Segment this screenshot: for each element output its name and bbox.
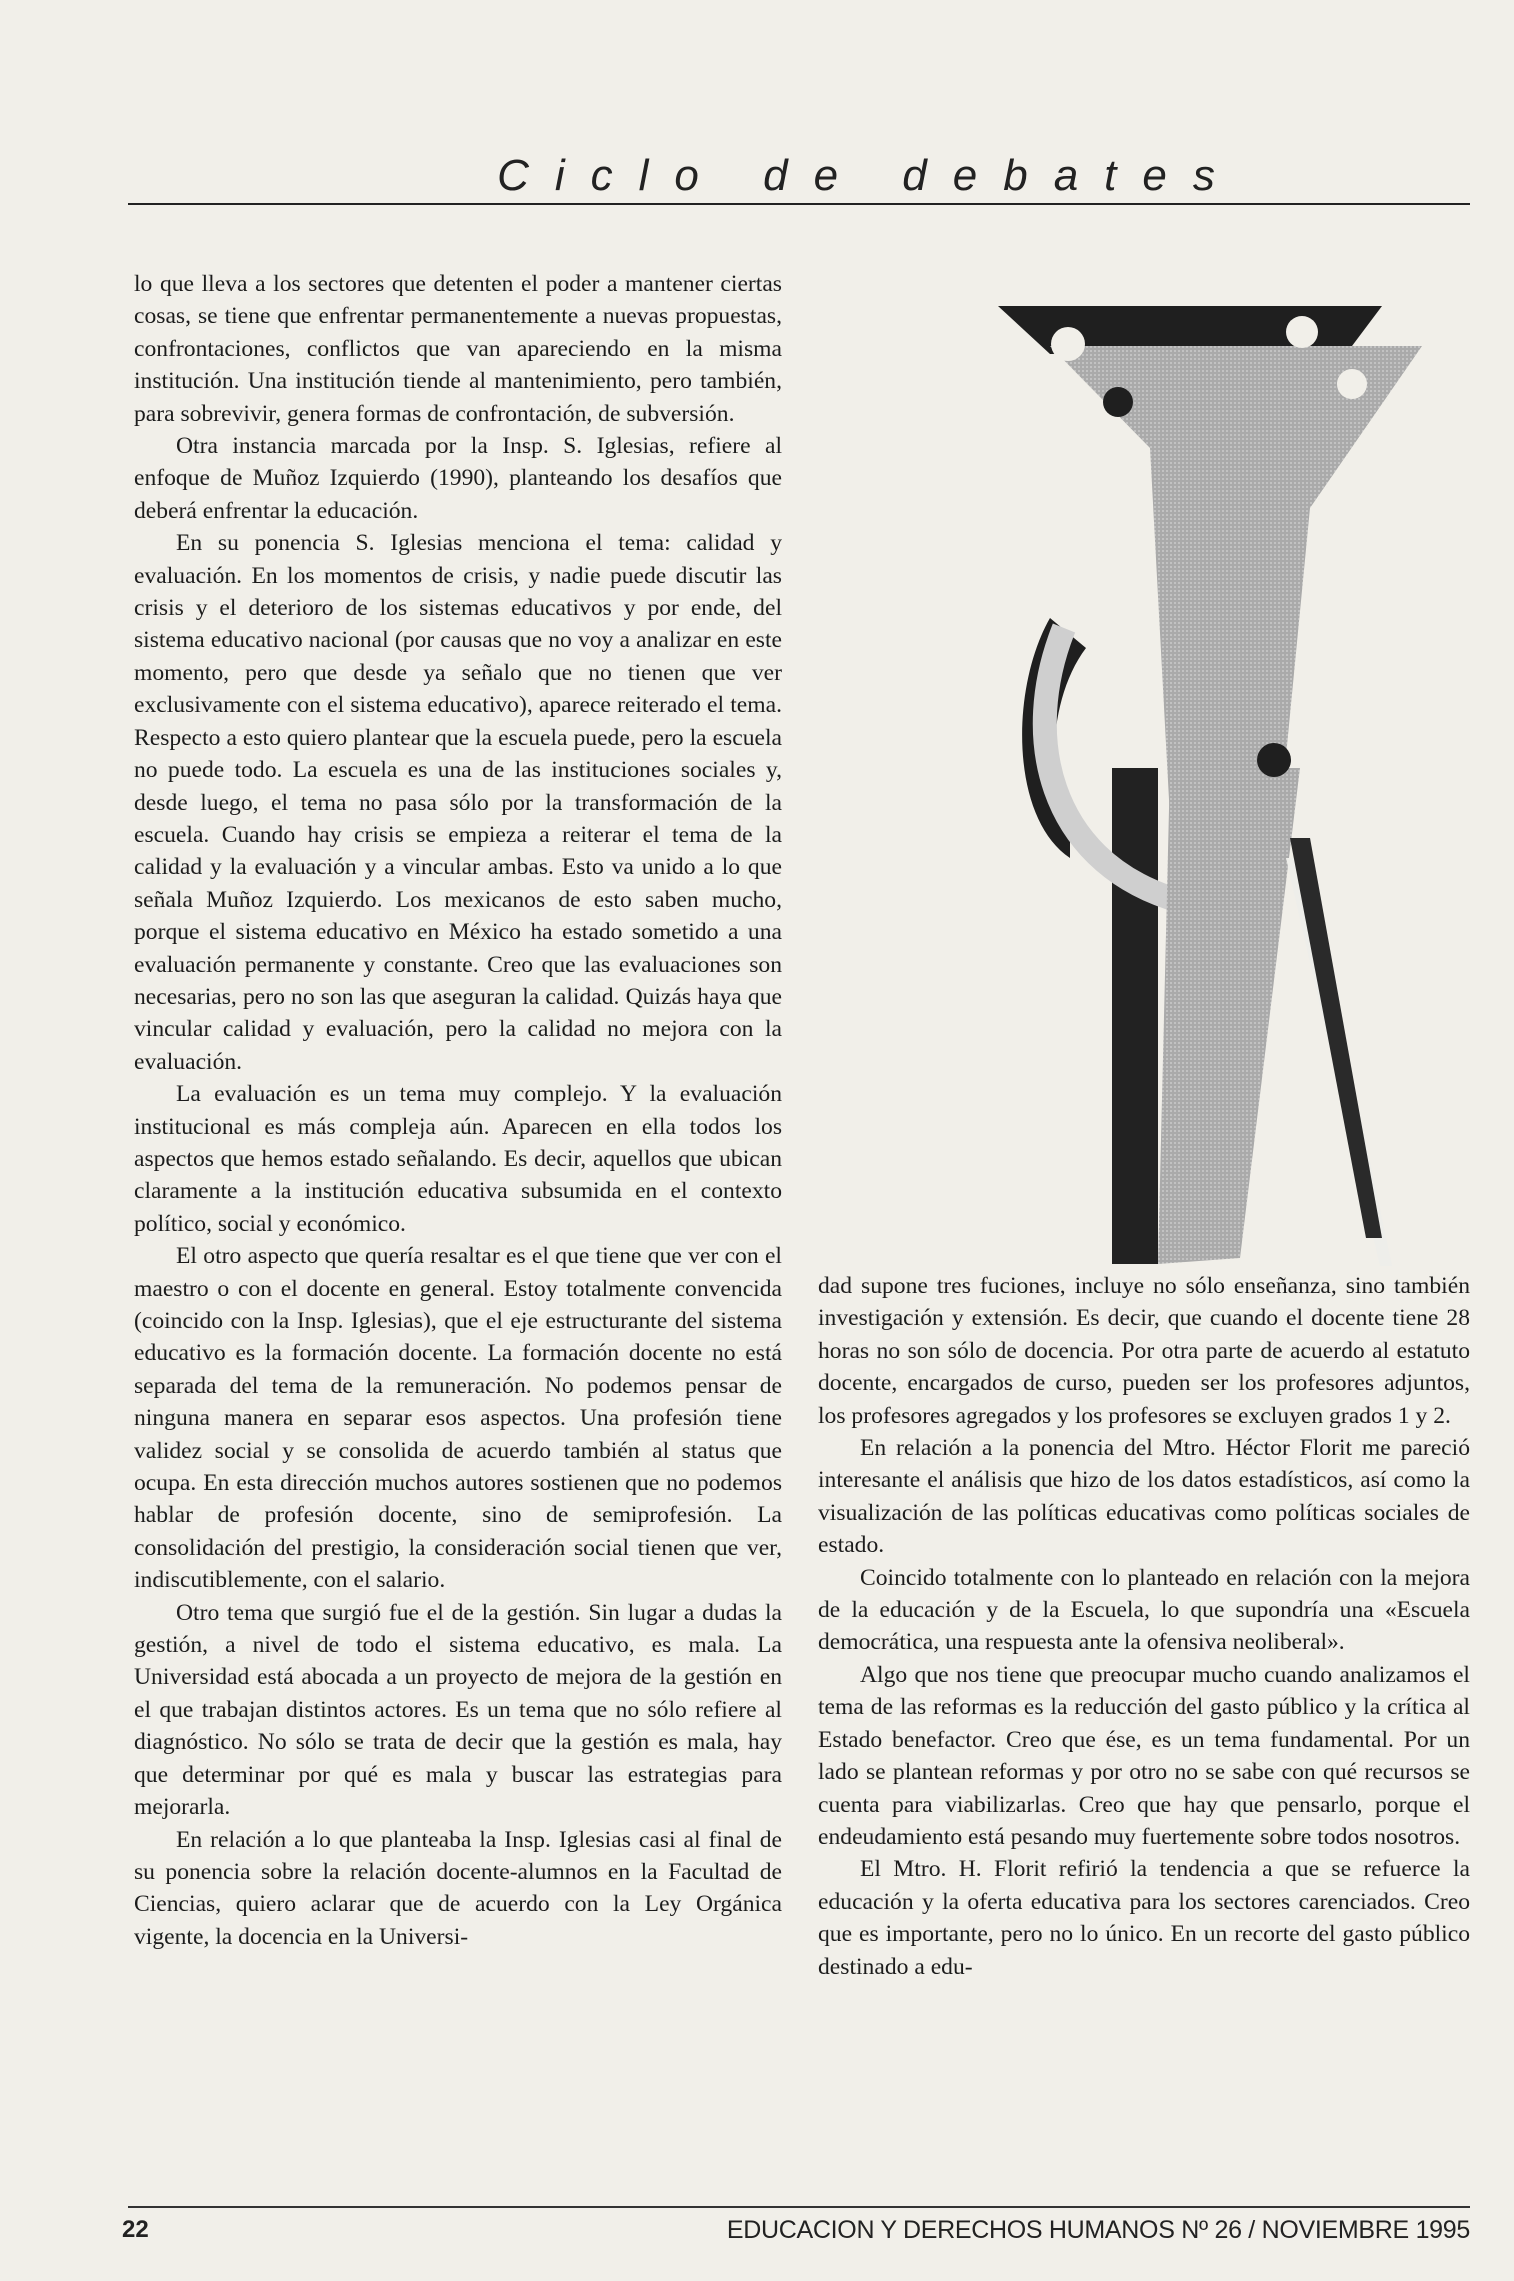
white-dot bbox=[1286, 316, 1318, 348]
dark-dot bbox=[1257, 743, 1291, 777]
paragraph: En relación a la ponencia del Mtro. Héctor Florit me pareció interesante el análisis que hizo de los datos estadísticos, así como la visualización de las políticas educativas como políticas sociales de estado. bbox=[818, 1435, 1470, 1559]
paragraph: La evaluación es un tema muy complejo. Y la evaluación institucional es más compleja aún. Aparecen en ella todos los aspectos que hemos estado señalando. Es decir, aquellos que ubican claramente a la institución educativa subsumida en el contexto político, social y económico. bbox=[134, 1081, 782, 1237]
section-title: Ciclo de debates bbox=[497, 151, 1241, 200]
dark-diagonal-shape bbox=[1290, 838, 1382, 1238]
paragraph: dad supone tres fuciones, incluye no sólo enseñanza, sino también investigación y extensión. Es decir, que cuando el docente tiene 28 horas no son sólo de docencia. Por otra parte de acuerdo al estatuto docente, encargados de curso, pueden ser los profesores adjuntos, los profesores agregados y los profesores se excluyen grados 1 y 2. bbox=[818, 1273, 1470, 1429]
dark-vertical-bar bbox=[1112, 768, 1158, 1264]
left-text-column bbox=[134, 268, 782, 1953]
paragraph: Algo que nos tiene que preocupar mucho cuando analizamos el tema de las reformas es la reducción del gasto público y la crítica al Estado benefactor. Creo que ése, es un tema fundamental. Por un lado se plantean reformas y por otro no se sabe con qué recursos se cuenta para viabilizarlas. Creo que hay que pensarlo, porque el endeudamiento está pesando muy fuertemente sobre todos nosotros. bbox=[818, 1661, 1470, 1850]
journal-citation: EDUCACION Y DERECHOS HUMANOS Nº 26 / NOVIEMBRE 1995 bbox=[726, 2216, 1470, 2244]
paragraph: Coincido totalmente con lo planteado en relación con la mejora de la educación y de la Escuela, lo que supondría una «Escuela democrática, una respuesta ante la ofensiva neoliberal». bbox=[818, 1564, 1470, 1656]
page-number: 22 bbox=[122, 2216, 149, 2243]
paragraph: En su ponencia S. Iglesias menciona el tema: calidad y evaluación. En los momentos de crisis, y nadie puede discutir las crisis y el deterioro de los sistemas educativos y por ende, del sistema educativo nacional (por causas que no voy a analizar en este momento, pero que desde ya señalo que no tienen que ver exclusivamente con el sistema educativo), aparece reiterado el tema. Respecto a esto quiero plantear que la escuela puede, pero la escuela no puede todo. La escuela es una de las instituciones sociales y, desde luego, el tema no pasa sólo por la transformación de la escuela. Cuando hay crisis se empieza a reiterar el tema de la calidad y la evaluación y a vincular ambas. Esto va unido a lo que señala Muñoz Izquierdo. Los mexicanos de esto saben mucho, porque el sistema educativo en México ha estado sometido a una evaluación permanente y constante. Creo que las evaluaciones son necesarias, pero no son las que aseguran la calidad. Quizás haya que vincular calidad y evaluación, pero la calidad no mejora con la evaluación. bbox=[134, 530, 782, 1075]
paragraph: Otra instancia marcada por la Insp. S. Iglesias, refiere al enfoque de Muñoz Izquierdo (1990), planteando los desafíos que deberá enfrentar la educación. bbox=[134, 433, 782, 524]
white-dot bbox=[1051, 327, 1085, 361]
paragraph: El otro aspecto que quería resaltar es el que tiene que ver con el maestro o con el docente en general. Estoy totalmente convencida (coincido con la Insp. Iglesias), que el eje estructurante del sistema educativo es la formación docente. La formación docente no está separada del tema de la remuneración. No podemos pensar de ninguna manera en separar esos aspectos. Una profesión tiene validez social y se consolida de acuerdo también al status que ocupa. En esta dirección muchos autores sostienen que no podemos hablar de profesión docente, sino de semiprofesión. La consolidación del prestigio, la consideración social tienen que ver, indiscutiblemente, con el salario. bbox=[134, 1243, 782, 1594]
gray-wedge-shape bbox=[1158, 768, 1300, 1264]
illustration-svg bbox=[990, 298, 1430, 1272]
paragraph: El Mtro. H. Florit refirió la tendencia a que se refuerce la educación y la oferta educativa para los sectores carenciados. Creo que es importante, pero no lo único. En un recorte del gasto público destinado a edu- bbox=[818, 1856, 1470, 1980]
white-dot bbox=[1337, 369, 1367, 399]
section-header bbox=[128, 150, 1470, 202]
gray-funnel-body bbox=[1050, 346, 1422, 818]
paragraph: lo que lleva a los sectores que detenten el poder a mantener ciertas cosas, se tiene que enfrentar permanentemente a nuevas propuestas, confrontaciones, conflictos que van apareciendo en la misma institución. Una institución tiende al mantenimiento, pero también, para sobrevivir, genera formas de confrontación, de subversión. bbox=[134, 271, 782, 427]
dark-dot bbox=[1103, 387, 1133, 417]
right-text-column bbox=[818, 1270, 1470, 1983]
abstract-geometric-illustration-icon bbox=[990, 298, 1430, 1272]
footer-divider bbox=[128, 2206, 1470, 2208]
header-divider bbox=[128, 203, 1470, 205]
paragraph: En relación a lo que planteaba la Insp. Iglesias casi al final de su ponencia sobre la relación docente-alumnos en la Facultad de Ciencias, quiero aclarar que de acuerdo con la Ley Orgánica vigente, la docencia en la Universi- bbox=[134, 1826, 782, 1950]
paragraph: Otro tema que surgió fue el de la gestión. Sin lugar a dudas la gestión, a nivel de todo el sistema educativo, es mala. La Universidad está abocada a un proyecto de mejora de la gestión en el que trabajan distintos actores. Es un tema que no sólo refiere al diagnóstico. No sólo se trata de decir que la gestión es mala, hay que determinar por qué es mala y buscar las estrategias para mejorarla. bbox=[134, 1599, 782, 1821]
